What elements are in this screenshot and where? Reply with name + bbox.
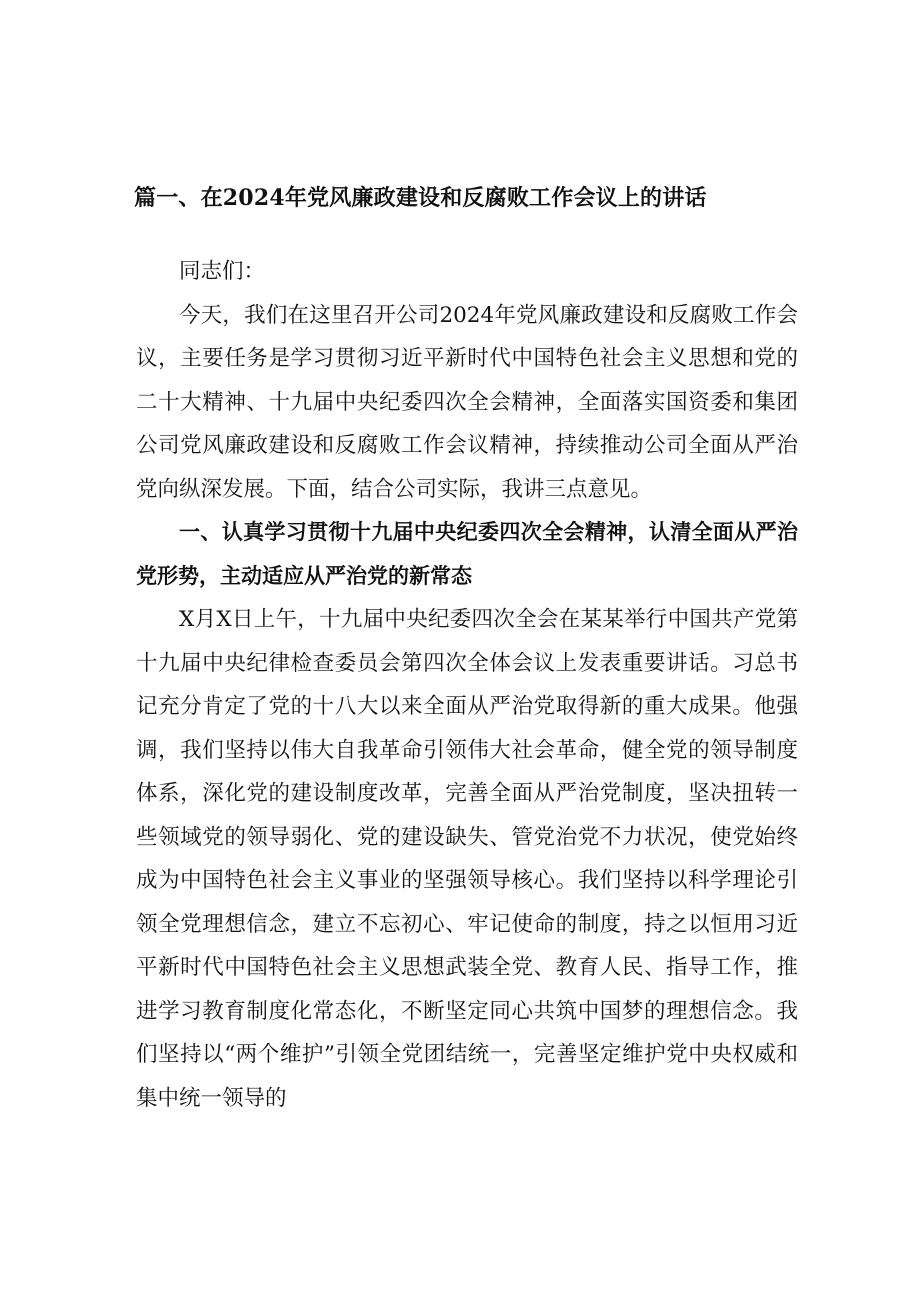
salutation: 同志们： xyxy=(179,259,266,284)
document-body xyxy=(136,250,798,1120)
intro-paragraph: 今天，我们在这里召开公司2024年党风廉政建设和反腐败工作会议，主要任务是学习贯彻习近平新时代中国特色社会主义思想和党的二十大精神、十九届中央纪委四次全会精神，全面落实国资委和集团公司党风廉政建设和反腐败工作会议精神，持续推动公司全面从严治党向纵深发展。下面，结合公司实际，我讲三点意见。 xyxy=(136,302,798,502)
section-1-paragraph: X月X日上午，十九届中央纪委四次全会在某某举行中国共产党第十九届中央纪律检查委员会第四次全体会议上发表重要讲话。习总书记充分肯定了党的十八大以来全面从严治党取得新的重大成果。他强调，我们坚持以伟大自我革命引领伟大社会革命，健全党的领导制度体系，深化党的建设制度改革，完善全面从严治党制度，坚决扭转一些领域党的领导弱化、党的建设缺失、管党治党不力状况，使党始终成为中国特色社会主义事业的坚强领导核心。我们坚持以科学理论引领全党理想信念，建立不忘初心、牢记使命的制度，持之以恒用习近平新时代中国特色社会主义思想武装全党、教育人民、指导工作，推进学习教育制度化常态化，不断坚定同心共筑中国梦的理想信念。我们坚持以“两个维护”引领全党团结统一，完善坚定维护党中央权威和集中统一领导的 xyxy=(136,607,798,1111)
document-title: 篇一、在2024年党风廉政建设和反腐败工作会议上的讲话 xyxy=(134,185,707,211)
section-1-heading: 一、认真学习贯彻十九届中央纪委四次全会精神，认清全面从严治党形势，主动适应从严治党的新常态 xyxy=(136,520,798,588)
